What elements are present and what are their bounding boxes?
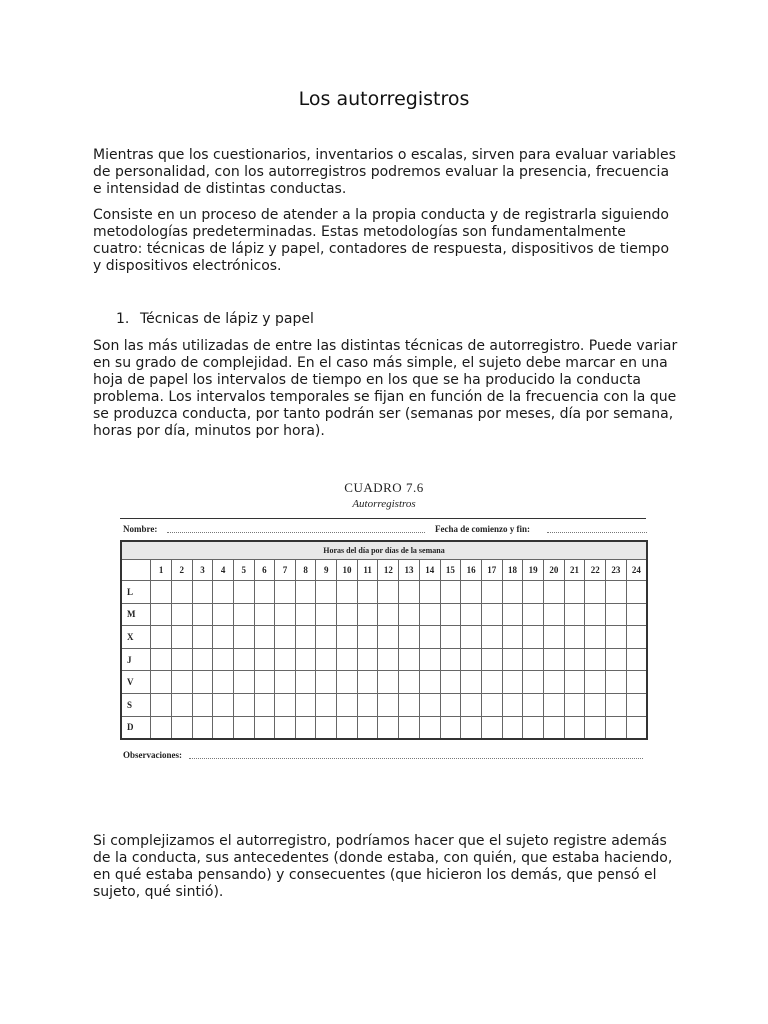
grid-cell: [337, 648, 358, 671]
grid-cell: [481, 626, 502, 649]
grid-cell: [316, 716, 337, 739]
grid-cell: [357, 648, 378, 671]
grid-cell: [254, 671, 275, 694]
hour-label: 5: [233, 560, 254, 581]
grid-cell: [606, 603, 627, 626]
grid-cell: [213, 671, 234, 694]
grid-cell: [419, 648, 440, 671]
grid-cell: [151, 648, 172, 671]
grid-cell: [316, 603, 337, 626]
grid-hours-row: [121, 560, 647, 581]
paragraph-intro: Mientras que los cuestionarios, inventarios o escalas, sirven para evaluar variables de personalidad, con los autorregistros podremos evaluar la presencia, frecuencia e intensidad de distintas conductas.: [93, 147, 676, 197]
grid-cell: [399, 581, 420, 604]
grid-cell: [626, 626, 647, 649]
grid-cell: [419, 716, 440, 739]
paragraph-method: Consiste en un proceso de atender a la propia conducta y de registrarla siguiendo metodologías predeterminadas. Estas metodologías son fundamentalmente cuatro: técnicas de lápiz y papel, contadores de respuesta, dispositivos de tiempo y dispositivos electrónicos.: [93, 207, 670, 274]
list-number: 1.: [116, 311, 130, 327]
grid-cell: [564, 581, 585, 604]
grid-cell: [440, 693, 461, 716]
grid-cell: [419, 581, 440, 604]
grid-cell: [316, 693, 337, 716]
grid-cell: [543, 693, 564, 716]
grid-cell: [440, 603, 461, 626]
grid-cell: [523, 671, 544, 694]
grid-cell: [461, 716, 482, 739]
hour-label: 2: [171, 560, 192, 581]
grid-cell: [378, 603, 399, 626]
grid-cell: [254, 581, 275, 604]
grid-cell: [316, 671, 337, 694]
grid-cell: [316, 648, 337, 671]
grid-cell: [502, 603, 523, 626]
grid-cell: [461, 626, 482, 649]
hour-label: 20: [543, 560, 564, 581]
hour-label: 4: [213, 560, 234, 581]
grid-cell: [543, 603, 564, 626]
grid-cell: [481, 693, 502, 716]
grid-cell: [564, 626, 585, 649]
grid-cell: [254, 626, 275, 649]
grid-cell: [440, 716, 461, 739]
grid-cell: [337, 716, 358, 739]
grid-corner-cell: [121, 560, 151, 581]
grid-cell: [502, 693, 523, 716]
grid-cell: [171, 603, 192, 626]
grid-cell: [213, 716, 234, 739]
grid-cell: [192, 648, 213, 671]
hour-label: 16: [461, 560, 482, 581]
grid-cell: [171, 648, 192, 671]
grid-cell: [626, 693, 647, 716]
grid-cell: [233, 626, 254, 649]
grid-cell: [585, 693, 606, 716]
grid-cell: [295, 716, 316, 739]
grid-cell: [171, 671, 192, 694]
grid-cell: [419, 693, 440, 716]
grid-cell: [151, 626, 172, 649]
hour-label: 12: [378, 560, 399, 581]
grid-cell: [357, 603, 378, 626]
grid-cell: [213, 581, 234, 604]
grid-cell: [419, 626, 440, 649]
hour-label: 13: [399, 560, 420, 581]
grid-cell: [502, 581, 523, 604]
day-label: L: [121, 581, 151, 604]
grid-cell: [626, 581, 647, 604]
grid-cell: [502, 716, 523, 739]
grid-cell: [502, 626, 523, 649]
grid-cell: [440, 671, 461, 694]
grid-cell: [378, 581, 399, 604]
grid-cell: [606, 581, 627, 604]
grid-cell: [337, 626, 358, 649]
grid-day-row: [121, 671, 647, 694]
grid-cell: [626, 716, 647, 739]
grid-cell: [337, 603, 358, 626]
grid-cell: [440, 626, 461, 649]
grid-cell: [151, 716, 172, 739]
grid-cell: [399, 626, 420, 649]
hour-label: 17: [481, 560, 502, 581]
list-text: Técnicas de lápiz y papel: [140, 311, 314, 327]
grid-cell: [564, 671, 585, 694]
grid-cell: [192, 581, 213, 604]
grid-cell: [316, 626, 337, 649]
hour-label: 9: [316, 560, 337, 581]
hour-label: 8: [295, 560, 316, 581]
nombre-dotted-line: [167, 524, 425, 533]
hour-label: 6: [254, 560, 275, 581]
grid-cell: [523, 693, 544, 716]
grid-cell: [461, 603, 482, 626]
autorregistro-grid: [120, 540, 648, 740]
grid-cell: [275, 671, 296, 694]
grid-cell: [543, 648, 564, 671]
grid-cell: [399, 693, 420, 716]
grid-cell: [626, 648, 647, 671]
grid-cell: [378, 693, 399, 716]
day-label: V: [121, 671, 151, 694]
hour-label: 23: [606, 560, 627, 581]
grid-cell: [461, 581, 482, 604]
grid-cell: [378, 716, 399, 739]
hour-label: 11: [357, 560, 378, 581]
grid-cell: [316, 581, 337, 604]
grid-cell: [523, 603, 544, 626]
grid-cell: [233, 581, 254, 604]
grid-cell: [295, 693, 316, 716]
grid-cell: [192, 693, 213, 716]
grid-cell: [151, 693, 172, 716]
grid-cell: [275, 603, 296, 626]
grid-cell: [399, 603, 420, 626]
day-label: D: [121, 716, 151, 739]
observaciones-label: Observaciones:: [123, 750, 182, 760]
grid-cell: [213, 693, 234, 716]
cuadro-subtitle: Autorregistros: [352, 498, 416, 510]
grid-cell: [295, 671, 316, 694]
grid-cell: [192, 603, 213, 626]
grid-cell: [564, 716, 585, 739]
grid-cell: [275, 716, 296, 739]
hour-label: 24: [626, 560, 647, 581]
grid-cell: [585, 648, 606, 671]
grid-cell: [378, 671, 399, 694]
grid-cell: [171, 693, 192, 716]
grid-cell: [337, 693, 358, 716]
paragraph-complejizar: Si complejizamos el autorregistro, podríamos hacer que el sujeto registre además de la conducta, sus antecedentes (donde estaba, con quién, que estaba haciendo, en qué estaba pensando) y consecuentes (que hicieron los demás, que pensó el sujeto, qué sintió).: [93, 833, 673, 900]
grid-cell: [440, 581, 461, 604]
grid-cell: [585, 581, 606, 604]
grid-cell: [585, 626, 606, 649]
hour-label: 15: [440, 560, 461, 581]
grid-cell: [233, 693, 254, 716]
grid-cell: [606, 693, 627, 716]
list-item-tecnicas: [116, 311, 314, 328]
grid-cell: [564, 603, 585, 626]
hour-label: 14: [419, 560, 440, 581]
grid-cell: [357, 581, 378, 604]
grid-cell: [233, 716, 254, 739]
grid-cell: [378, 648, 399, 671]
grid-cell: [357, 716, 378, 739]
grid-cell: [275, 648, 296, 671]
grid-cell: [171, 626, 192, 649]
grid-cell: [357, 671, 378, 694]
hour-label: 22: [585, 560, 606, 581]
day-label: S: [121, 693, 151, 716]
grid-day-row: [121, 603, 647, 626]
grid-cell: [399, 716, 420, 739]
grid-day-row: [121, 648, 647, 671]
grid-cell: [399, 671, 420, 694]
grid-cell: [585, 716, 606, 739]
grid-cell: [213, 603, 234, 626]
grid-cell: [543, 626, 564, 649]
grid-cell: [523, 716, 544, 739]
grid-cell: [481, 581, 502, 604]
grid-day-row: [121, 716, 647, 739]
grid-day-row: [121, 693, 647, 716]
hour-label: 19: [523, 560, 544, 581]
hour-label: 18: [502, 560, 523, 581]
grid-cell: [419, 671, 440, 694]
grid-cell: [626, 603, 647, 626]
grid-cell: [481, 716, 502, 739]
grid-cell: [233, 671, 254, 694]
fecha-dotted-line: [547, 524, 647, 533]
grid-cell: [192, 671, 213, 694]
grid-cell: [275, 693, 296, 716]
grid-cell: [502, 648, 523, 671]
grid-cell: [502, 671, 523, 694]
grid-cell: [564, 693, 585, 716]
grid-cell: [523, 581, 544, 604]
grid-cell: [440, 648, 461, 671]
grid-cell: [481, 671, 502, 694]
grid-cell: [254, 716, 275, 739]
grid-cell: [419, 603, 440, 626]
grid-cell: [523, 648, 544, 671]
cuadro-title: CUADRO 7.6: [344, 480, 424, 495]
grid-cell: [357, 626, 378, 649]
grid-cell: [378, 626, 399, 649]
grid-cell: [461, 693, 482, 716]
hour-label: 3: [192, 560, 213, 581]
grid-cell: [564, 648, 585, 671]
grid-cell: [337, 581, 358, 604]
grid-cell: [171, 716, 192, 739]
nombre-label: Nombre:: [123, 524, 158, 534]
grid-day-row: [121, 581, 647, 604]
fecha-label: Fecha de comienzo y fin:: [435, 524, 530, 534]
grid-cell: [626, 671, 647, 694]
grid-cell: [606, 626, 627, 649]
grid-cell: [461, 648, 482, 671]
grid-cell: [295, 648, 316, 671]
grid-header: Horas del día por días de la semana: [121, 541, 647, 560]
grid-cell: [151, 603, 172, 626]
grid-cell: [543, 716, 564, 739]
grid-cell: [481, 648, 502, 671]
grid-cell: [254, 693, 275, 716]
grid-cell: [543, 671, 564, 694]
grid-cell: [254, 603, 275, 626]
grid-cell: [295, 603, 316, 626]
grid-cell: [275, 581, 296, 604]
cuadro-divider: [120, 518, 646, 519]
observaciones-field: [123, 750, 647, 760]
grid-cell: [461, 671, 482, 694]
grid-cell: [585, 671, 606, 694]
grid-cell: [606, 716, 627, 739]
day-label: X: [121, 626, 151, 649]
grid-cell: [543, 581, 564, 604]
grid-cell: [233, 603, 254, 626]
grid-cell: [151, 671, 172, 694]
hour-label: 10: [337, 560, 358, 581]
grid-cell: [523, 626, 544, 649]
grid-cell: [606, 671, 627, 694]
grid-day-row: [121, 626, 647, 649]
cuadro-figure: [120, 478, 648, 768]
grid-cell: [171, 581, 192, 604]
grid-cell: [275, 626, 296, 649]
grid-cell: [337, 671, 358, 694]
grid-cell: [233, 648, 254, 671]
grid-cell: [192, 716, 213, 739]
grid-cell: [254, 648, 275, 671]
observaciones-dotted-line: [189, 750, 643, 759]
grid-cell: [213, 626, 234, 649]
hour-label: 7: [275, 560, 296, 581]
grid-cell: [295, 626, 316, 649]
grid-cell: [192, 626, 213, 649]
day-label: J: [121, 648, 151, 671]
grid-cell: [481, 603, 502, 626]
grid-cell: [357, 693, 378, 716]
hour-label: 21: [564, 560, 585, 581]
grid-cell: [213, 648, 234, 671]
document-title: Los autorregistros: [298, 88, 470, 110]
grid-cell: [585, 603, 606, 626]
grid-cell: [399, 648, 420, 671]
grid-cell: [151, 581, 172, 604]
hour-label: 1: [151, 560, 172, 581]
grid-cell: [295, 581, 316, 604]
paragraph-tecnicas: Son las más utilizadas de entre las distintas técnicas de autorregistro. Puede variar en su grado de complejidad. En el caso más simple, el sujeto debe marcar en una hoja de papel los intervalos de tiempo en los que se ha producido la conducta problema. Los intervalos temporales se fijan en función de la frecuencia con la que se produzca conducta, por tanto podrán ser (semanas por meses, día por semana, horas por día, minutos por hora).: [93, 338, 678, 439]
day-label: M: [121, 603, 151, 626]
grid-cell: [606, 648, 627, 671]
